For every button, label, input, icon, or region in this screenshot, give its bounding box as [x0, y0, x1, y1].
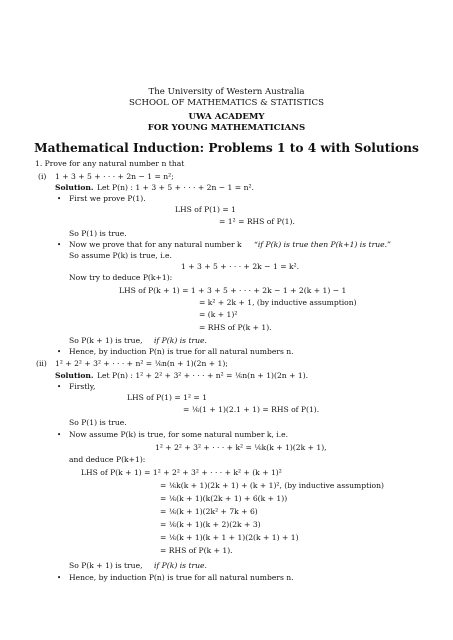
part-i-lhs-p1-cont: = 1² = RHS of P(1). — [219, 217, 295, 226]
bullet: • — [57, 383, 62, 391]
part-ii-deduce: and deduce P(k+1): — [69, 455, 146, 464]
part-i-conclusion-b: if P(k) is true. — [154, 336, 207, 345]
page-title: Mathematical Induction: Problems 1 to 4 with Solutions — [34, 141, 419, 155]
bullet: • — [57, 195, 62, 203]
part-i-step-2: = k² + 2k + 1, (by inductive assumption) — [199, 298, 357, 307]
part-i-p1-true: So P(1) is true. — [69, 229, 127, 238]
part-i-bullet-1: First we prove P(1). — [69, 194, 146, 203]
part-ii-step-2: = ⅙k(k + 1)(2k + 1) + (k + 1)², (by inductive assumption) — [160, 481, 384, 490]
part-i-step-4: = RHS of P(k + 1). — [199, 323, 272, 332]
part-ii-conclusion-b: if P(k) is true. — [154, 561, 207, 570]
problem-1-prompt: 1. Prove for any natural number n that — [35, 159, 185, 168]
part-i-assume: So assume P(k) is true, i.e. — [69, 251, 172, 260]
university-name: The University of Western Australia — [148, 87, 305, 97]
part-i-conclusion-a: So P(k + 1) is true, — [69, 336, 143, 345]
part-i-statement: 1 + 3 + 5 + · · · + 2n − 1 = n²; — [55, 172, 174, 181]
part-ii-solution-label: Solution. — [55, 371, 94, 380]
part-ii-p1-true: So P(1) is true. — [69, 418, 127, 427]
part-ii-step-4: = ⅙(k + 1)(2k² + 7k + 6) — [160, 507, 258, 516]
part-ii-bullet-2: Now assume P(k) is true, for some natural number k, i.e. — [69, 430, 289, 439]
part-ii-lhs-p1-cont: = ⅙(1 + 1)(2.1 + 1) = RHS of P(1). — [183, 405, 320, 414]
part-i-eq-k: 1 + 3 + 5 + · · · + 2k − 1 = k². — [181, 262, 300, 271]
part-ii-bullet-3: Hence, by induction P(n) is true for all natural numbers n. — [69, 573, 294, 582]
part-i-step-3: = (k + 1)² — [199, 310, 238, 319]
part-ii-conclusion-a: So P(k + 1) is true, — [69, 561, 143, 570]
bullet: • — [57, 574, 62, 582]
part-ii-label: (ii) — [36, 359, 47, 368]
part-ii-lhs-p1: LHS of P(1) = 1² = 1 — [127, 393, 208, 402]
part-i-solution-label: Solution. — [55, 183, 94, 192]
part-ii-solution-text: Let P(n) : 1² + 2² + 3² + · · · + n² = ⅙n(n + 1)(2n + 1). — [97, 371, 309, 380]
bullet: • — [57, 431, 62, 439]
part-ii-eq-k: 1² + 2² + 3² + · · · + k² = ⅙k(k + 1)(2k + 1), — [155, 443, 327, 452]
part-ii-step-5: = ⅙(k + 1)(k + 2)(2k + 3) — [160, 520, 261, 529]
school-name: SCHOOL OF MATHEMATICS & STATISTICS — [129, 98, 324, 108]
part-i-label: (i) — [38, 172, 47, 181]
part-i-bullet-2b: “if P(k) is true then P(k+1) is true.” — [254, 240, 391, 249]
part-i-deduce: Now try to deduce P(k+1): — [69, 273, 173, 282]
part-i-lhs-p1: LHS of P(1) = 1 — [175, 205, 236, 214]
bullet: • — [57, 241, 62, 249]
part-ii-statement: 1² + 2² + 3² + · · · + n² = ⅙n(n + 1)(2n + 1); — [55, 359, 228, 368]
part-i-solution-text: Let P(n) : 1 + 3 + 5 + · · · + 2n − 1 = n². — [97, 183, 254, 192]
part-ii-step-1: LHS of P(k + 1) = 1² + 2² + 3² + · · · + k² + (k + 1)² — [81, 468, 282, 477]
bullet: • — [57, 348, 62, 356]
academy-line-1: UWA ACADEMY — [188, 112, 265, 122]
academy-line-2: FOR YOUNG MATHEMATICIANS — [147, 123, 306, 133]
part-ii-step-7: = RHS of P(k + 1). — [160, 546, 233, 555]
part-i-step-1: LHS of P(k + 1) = 1 + 3 + 5 + · · · + 2k − 1 + 2(k + 1) − 1 — [119, 286, 347, 295]
part-i-bullet-3: Hence, by induction P(n) is true for all natural numbers n. — [69, 347, 294, 356]
part-ii-step-6: = ⅙(k + 1)(k + 1 + 1)(2(k + 1) + 1) — [160, 533, 299, 542]
part-ii-bullet-1: Firstly, — [69, 382, 96, 391]
part-i-bullet-2a: Now we prove that for any natural number k — [69, 240, 242, 249]
part-ii-step-3: = ⅙(k + 1)(k(2k + 1) + 6(k + 1)) — [160, 494, 288, 503]
